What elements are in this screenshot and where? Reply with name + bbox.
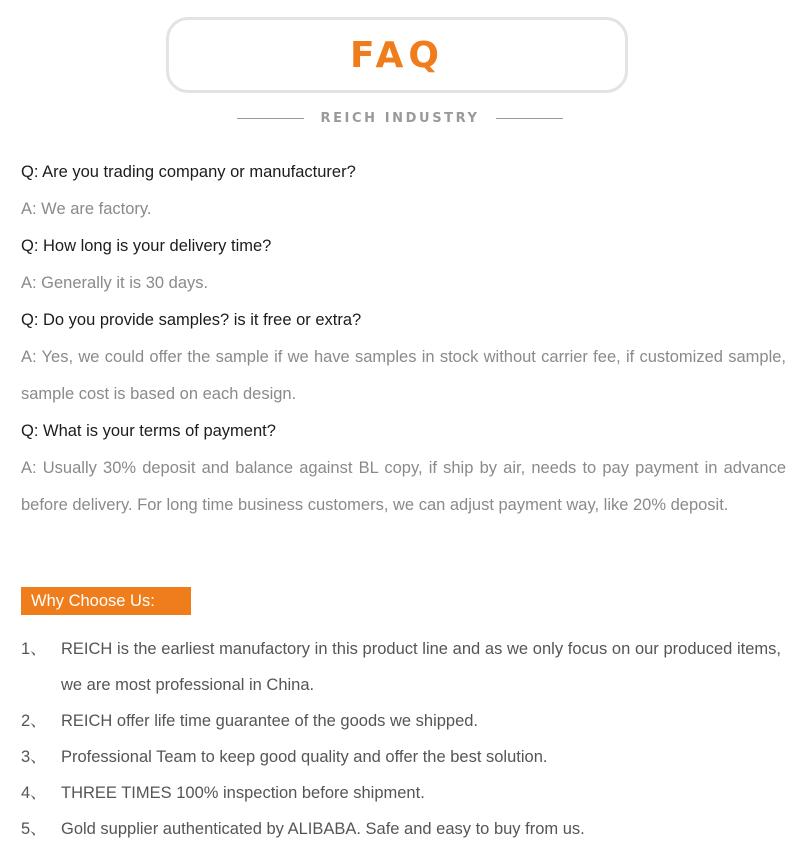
faq-answer: A: We are factory. (21, 200, 152, 218)
subtitle-left-divider (237, 118, 304, 119)
faq-question: Q: Are you trading company or manufacturer? (21, 163, 356, 181)
list-item (21, 739, 781, 775)
list-item-text: REICH is the earliest manufactory in this product line and as we only focus on our produced items, we are most professional in China. (61, 640, 781, 694)
list-item-number: 2、 (21, 712, 47, 730)
list-item (21, 775, 781, 811)
list-item (21, 811, 781, 847)
list-item (21, 703, 781, 739)
faq-question: Q: How long is your delivery time? (21, 237, 272, 255)
faq-answer: A: Yes, we could offer the sample if we have samples in stock without carrier fee, if customized sample, sample cost is based on each design. (21, 348, 786, 403)
why-choose-us-heading: Why Choose Us: (21, 587, 191, 615)
brand-name: REICH INDUSTRY (320, 110, 480, 126)
why-choose-us-list (21, 631, 781, 847)
list-item-text: Professional Team to keep good quality and offer the best solution. (61, 748, 548, 766)
faq-question: Q: Do you provide samples? is it free or extra? (21, 311, 362, 329)
faq-answer: A: Generally it is 30 days. (21, 274, 209, 292)
brand-subtitle (0, 108, 800, 128)
list-item-number: 1、 (21, 640, 47, 658)
faq-list (21, 154, 786, 524)
page-title: FAQ (350, 34, 444, 76)
list-item-text: THREE TIMES 100% inspection before shipment. (61, 784, 425, 802)
list-item-number: 5、 (21, 820, 47, 838)
faq-question: Q: What is your terms of payment? (21, 422, 276, 440)
faq-title-box (166, 17, 628, 93)
list-item-text: Gold supplier authenticated by ALIBABA. Safe and easy to buy from us. (61, 820, 585, 838)
list-item-number: 3、 (21, 748, 47, 766)
list-item-text: REICH offer life time guarantee of the goods we shipped. (61, 712, 479, 730)
subtitle-right-divider (496, 118, 563, 119)
list-item-number: 4、 (21, 784, 47, 802)
list-item (21, 631, 781, 703)
faq-answer: A: Usually 30% deposit and balance against BL copy, if ship by air, needs to pay payment in advance before delivery. For long time business customers, we can adjust payment way, like 20% deposit. (21, 459, 786, 514)
